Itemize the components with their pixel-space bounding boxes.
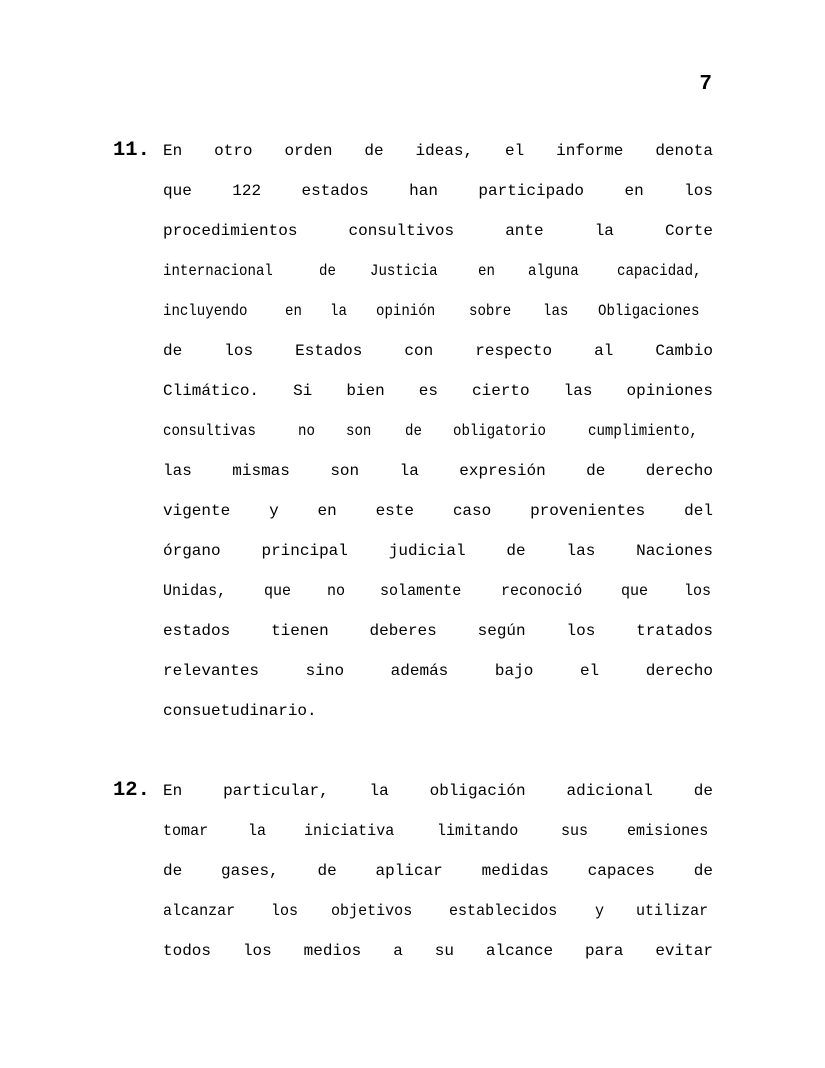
numbered-paragraph bbox=[113, 771, 713, 971]
word: su bbox=[434, 942, 454, 960]
word: además bbox=[390, 662, 449, 680]
word: solamente bbox=[380, 582, 462, 600]
word: son bbox=[330, 462, 360, 480]
word: sino bbox=[305, 662, 345, 680]
word: bien bbox=[346, 382, 385, 400]
word: de bbox=[163, 862, 183, 880]
word: En bbox=[163, 782, 183, 800]
word: la bbox=[248, 822, 267, 840]
word: tratados bbox=[636, 622, 713, 640]
word: relevantes bbox=[163, 662, 260, 680]
word: cierto bbox=[472, 382, 530, 400]
word: medios bbox=[303, 942, 362, 960]
word: los bbox=[271, 902, 299, 920]
word: y bbox=[595, 902, 605, 920]
word: Justicia bbox=[369, 262, 438, 280]
word: objetivos bbox=[331, 902, 413, 920]
word: derecho bbox=[645, 662, 713, 680]
word: 122 bbox=[232, 182, 262, 200]
word: el bbox=[579, 662, 600, 680]
word: ideas, bbox=[415, 142, 474, 160]
word: son bbox=[346, 422, 372, 440]
word: de bbox=[319, 262, 336, 280]
word: evitar bbox=[655, 942, 713, 960]
word: en bbox=[317, 502, 337, 520]
text-line bbox=[163, 891, 713, 931]
word: los bbox=[242, 942, 272, 960]
word: el bbox=[505, 142, 525, 160]
word: en bbox=[624, 182, 644, 200]
word: las bbox=[566, 542, 596, 560]
word: órgano bbox=[163, 542, 221, 560]
word: Estados bbox=[295, 342, 363, 360]
word: orden bbox=[284, 142, 333, 160]
text-line bbox=[163, 411, 713, 451]
word: para bbox=[585, 942, 624, 960]
text-line bbox=[163, 251, 713, 291]
word: Obligaciones bbox=[597, 302, 700, 320]
word: consultivas bbox=[163, 422, 256, 440]
word: internacional bbox=[163, 262, 273, 280]
word: al bbox=[594, 342, 614, 360]
word: Corte bbox=[664, 222, 713, 240]
word: reconoció bbox=[500, 582, 583, 600]
word: los bbox=[684, 182, 713, 200]
word: tienen bbox=[271, 622, 329, 640]
word: no bbox=[327, 582, 346, 600]
text-line bbox=[163, 491, 713, 531]
word: de bbox=[317, 862, 337, 880]
text-line bbox=[163, 851, 713, 891]
word: otro bbox=[214, 142, 253, 160]
word: iniciativa bbox=[304, 822, 395, 840]
text-line bbox=[163, 211, 713, 251]
word: particular, bbox=[223, 782, 329, 800]
word: principal bbox=[261, 542, 348, 560]
word: del bbox=[684, 502, 713, 520]
word: caso bbox=[452, 502, 492, 520]
text-line bbox=[163, 371, 713, 411]
text-line bbox=[163, 931, 713, 971]
word: estados bbox=[163, 622, 231, 640]
word: la bbox=[594, 222, 614, 240]
word: judicial bbox=[388, 542, 466, 560]
word: que bbox=[163, 182, 192, 200]
page-number: 7 bbox=[699, 73, 712, 96]
word: no bbox=[297, 422, 315, 440]
text-line bbox=[163, 171, 713, 211]
word: consuetudinario. bbox=[163, 702, 317, 720]
text-line bbox=[163, 291, 713, 331]
word: incluyendo bbox=[163, 302, 248, 320]
text-line bbox=[163, 771, 713, 811]
word: estados bbox=[301, 182, 369, 200]
word: la bbox=[369, 782, 389, 800]
paragraph-text bbox=[163, 131, 713, 731]
document-body bbox=[113, 131, 713, 971]
word: provenientes bbox=[530, 502, 646, 520]
word: medidas bbox=[481, 862, 549, 880]
text-line bbox=[163, 611, 713, 651]
word: Si bbox=[293, 382, 313, 400]
word: derecho bbox=[645, 462, 713, 480]
word: Naciones bbox=[636, 542, 713, 560]
word: han bbox=[409, 182, 438, 200]
word: las bbox=[563, 382, 593, 400]
word: obligatorio bbox=[453, 422, 547, 440]
word: mismas bbox=[232, 462, 290, 480]
word: los bbox=[224, 342, 254, 360]
word: En bbox=[163, 142, 183, 160]
word: la bbox=[330, 302, 348, 320]
word: con bbox=[404, 342, 434, 360]
text-line bbox=[163, 131, 713, 171]
word: Cambio bbox=[655, 342, 713, 360]
word: utilizar bbox=[636, 902, 709, 920]
word: las bbox=[163, 462, 192, 480]
word: la bbox=[399, 462, 419, 480]
word: de bbox=[693, 862, 713, 880]
word: expresión bbox=[459, 462, 546, 480]
numbered-paragraph bbox=[113, 131, 713, 731]
word: que bbox=[264, 582, 292, 600]
word: adicional bbox=[566, 782, 653, 800]
word: ante bbox=[505, 222, 544, 240]
word: de bbox=[163, 342, 183, 360]
text-line bbox=[163, 531, 713, 571]
word: todos bbox=[163, 942, 212, 960]
paragraph-number: 11. bbox=[113, 139, 150, 162]
word: los bbox=[684, 582, 712, 600]
word: sobre bbox=[468, 302, 512, 320]
text-line bbox=[163, 651, 713, 691]
word: emisiones bbox=[626, 822, 708, 840]
word: de bbox=[364, 142, 384, 160]
word: los bbox=[566, 622, 596, 640]
word: sus bbox=[560, 822, 588, 840]
word: cumplimiento, bbox=[588, 422, 698, 440]
word: limitando bbox=[437, 822, 519, 840]
word: tomar bbox=[163, 822, 209, 840]
word: vigente bbox=[163, 502, 231, 520]
word: es bbox=[418, 382, 438, 400]
word: informe bbox=[556, 142, 624, 160]
word: capaces bbox=[587, 862, 655, 880]
word: aplicar bbox=[375, 862, 443, 880]
word: denota bbox=[655, 142, 713, 160]
word: deberes bbox=[369, 622, 437, 640]
word: Unidas, bbox=[163, 582, 227, 600]
word: bajo bbox=[494, 662, 534, 680]
word: participado bbox=[478, 182, 585, 200]
word: en bbox=[285, 302, 302, 320]
word: gases, bbox=[221, 862, 279, 880]
paragraph-list bbox=[113, 131, 713, 971]
paragraph-text bbox=[163, 771, 713, 971]
word: de bbox=[506, 542, 526, 560]
word: capacidad, bbox=[616, 262, 702, 280]
word: y bbox=[269, 502, 279, 520]
text-line bbox=[163, 571, 713, 611]
paragraph-number: 12. bbox=[113, 779, 150, 802]
word: alguna bbox=[528, 262, 579, 280]
word: alcanzar bbox=[163, 902, 236, 920]
word: este bbox=[375, 502, 414, 520]
word: opinión bbox=[375, 302, 435, 320]
text-line bbox=[163, 451, 713, 491]
text-line bbox=[163, 331, 713, 371]
word: establecidos bbox=[448, 902, 558, 920]
word: que bbox=[621, 582, 649, 600]
word: obligación bbox=[429, 782, 526, 800]
word: de bbox=[404, 422, 422, 440]
word: según bbox=[477, 622, 526, 640]
word: en bbox=[477, 262, 495, 280]
word: de bbox=[586, 462, 606, 480]
word: Climático. bbox=[163, 382, 260, 400]
word: las bbox=[542, 302, 569, 320]
word: consultivos bbox=[348, 222, 455, 240]
word: de bbox=[693, 782, 713, 800]
word: opiniones bbox=[626, 382, 713, 400]
text-line bbox=[163, 811, 713, 851]
word: a bbox=[393, 942, 403, 960]
word: respecto bbox=[475, 342, 553, 360]
text-line bbox=[163, 691, 713, 731]
word: alcance bbox=[485, 942, 554, 960]
word: procedimientos bbox=[163, 222, 298, 240]
